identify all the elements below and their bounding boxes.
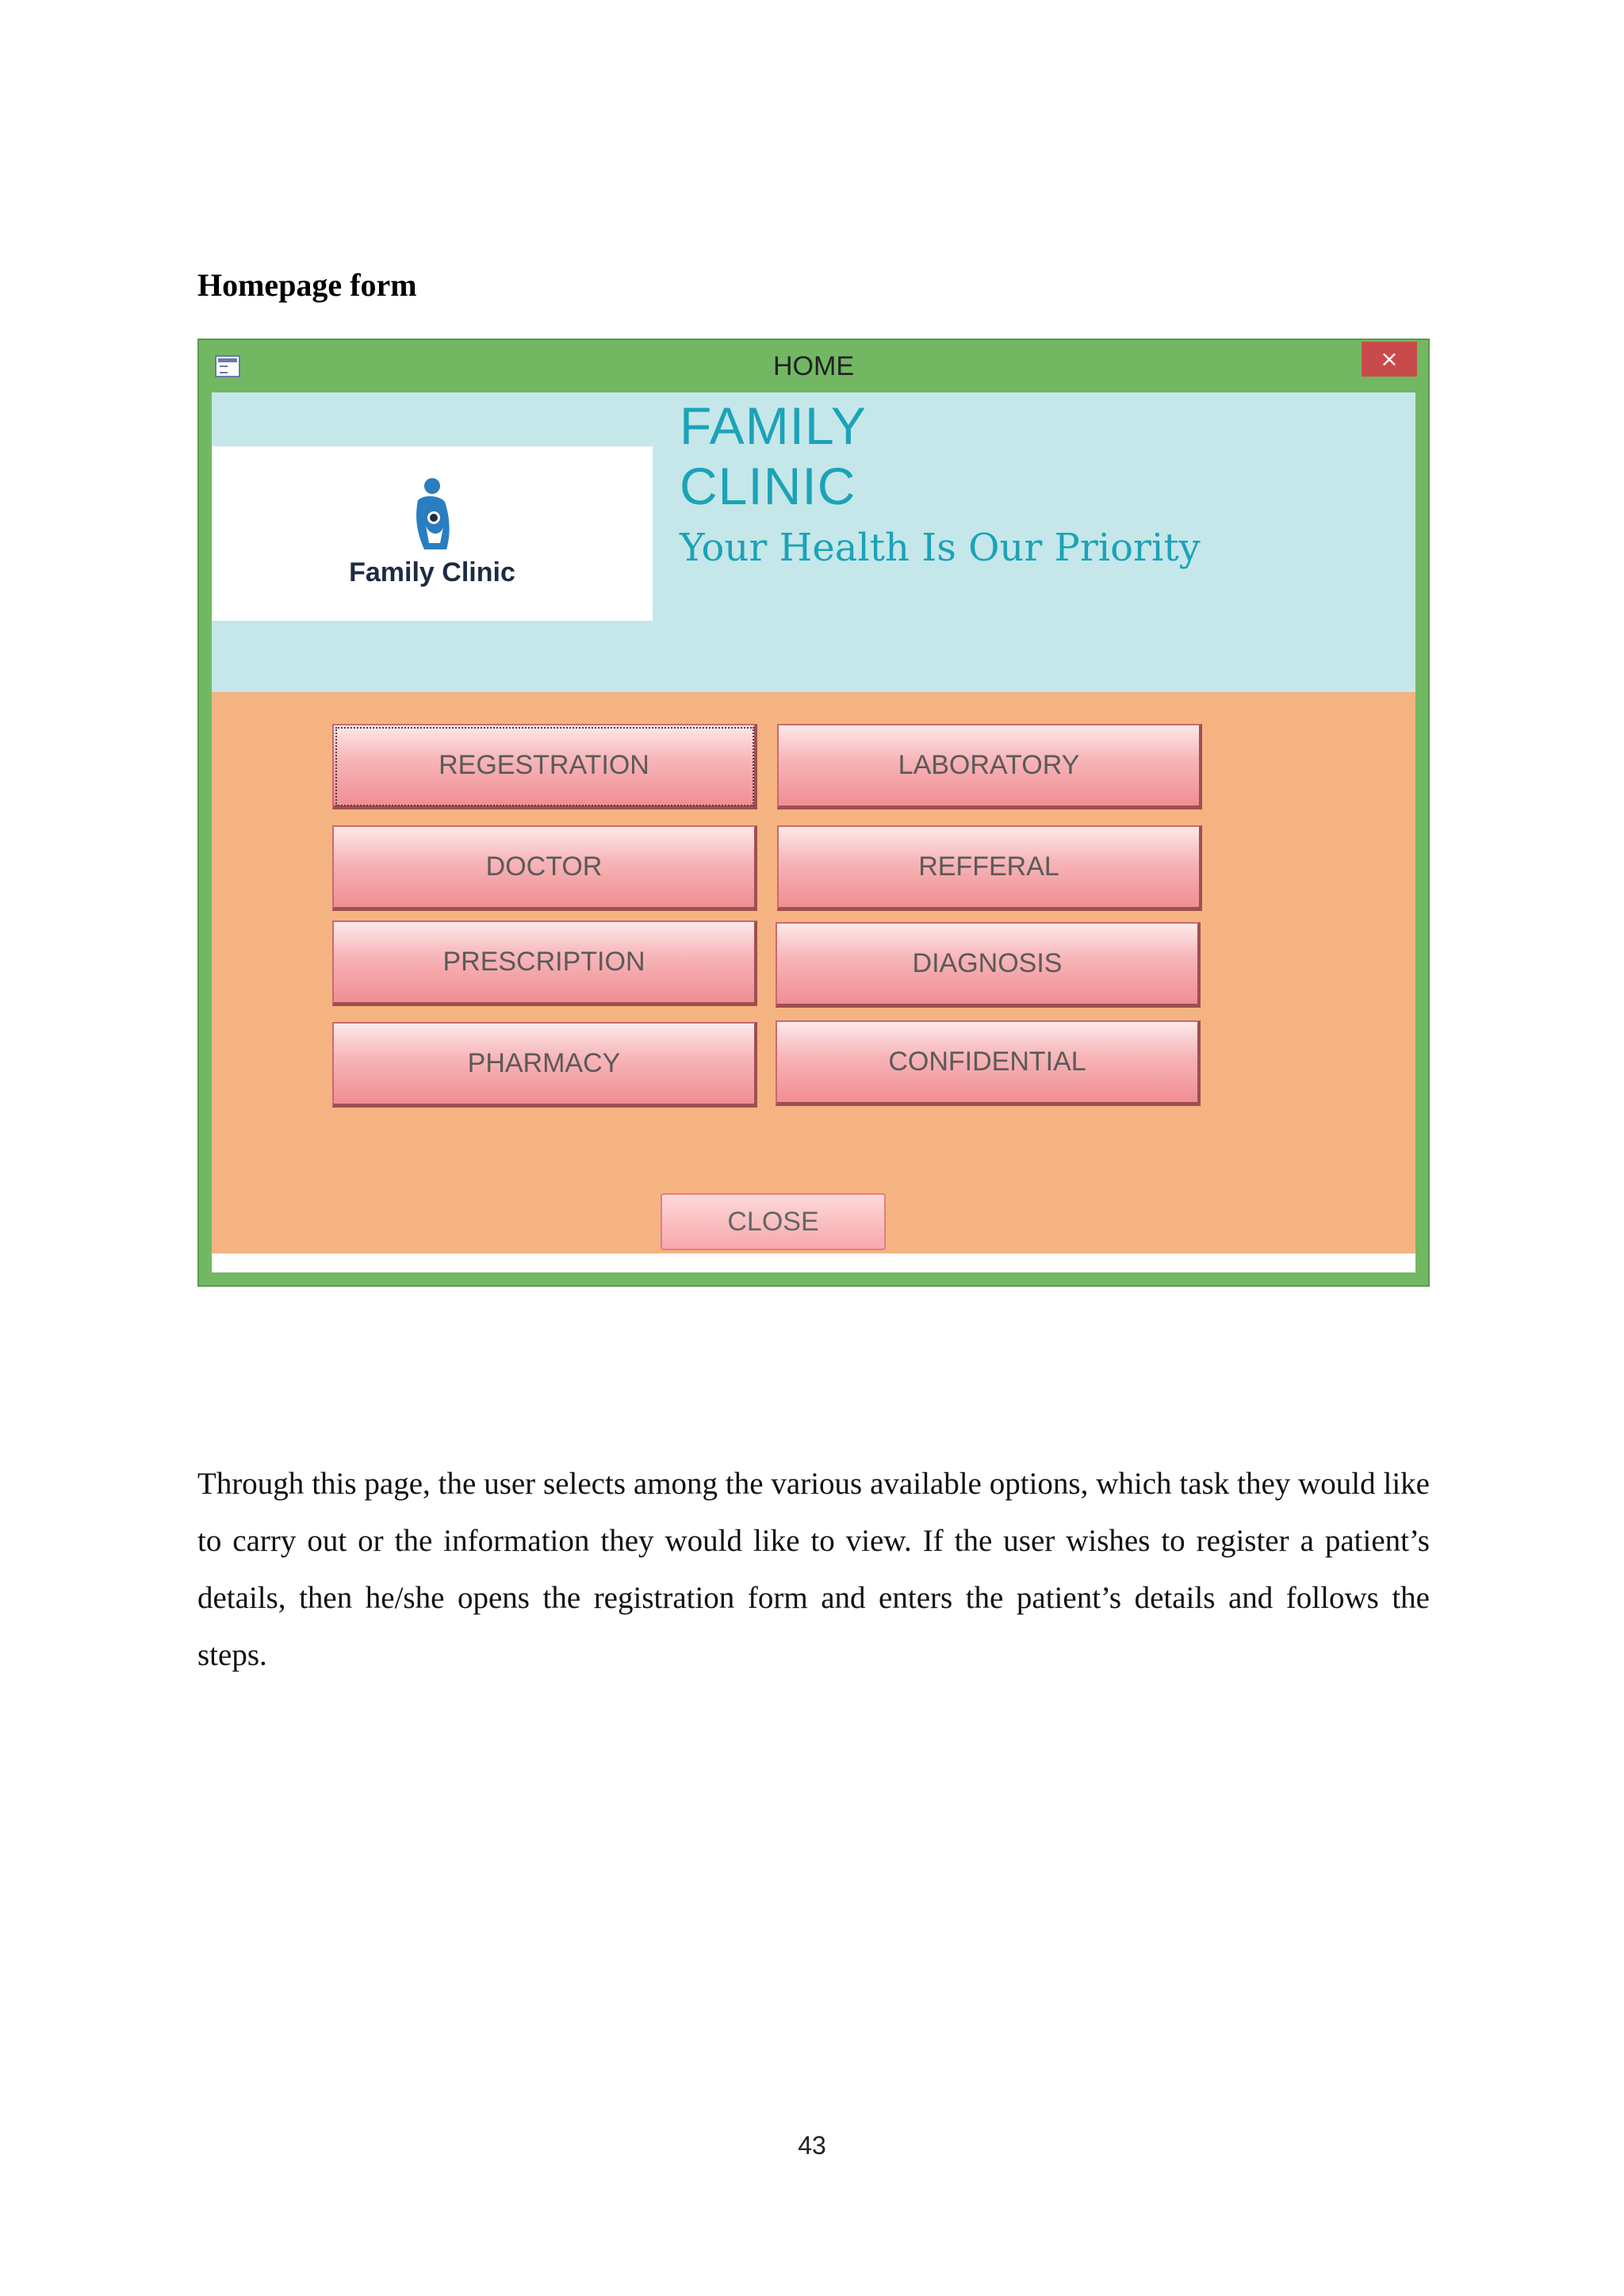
referral-button[interactable]: REFFERAL: [777, 825, 1202, 911]
form-client-area: [212, 392, 1415, 1272]
page-number: 43: [798, 2131, 826, 2160]
clinic-logo: [212, 446, 653, 621]
brand-tagline: Your Health Is Our Priority: [680, 526, 1201, 570]
prescription-button[interactable]: PRESCRIPTION: [332, 920, 757, 1006]
section-caption: Homepage form: [197, 267, 417, 303]
window-title: HOME: [773, 351, 854, 381]
window-close-button[interactable]: ×: [1362, 342, 1417, 377]
registration-button[interactable]: REGESTRATION: [332, 724, 757, 809]
close-button[interactable]: CLOSE: [661, 1193, 886, 1250]
confidential-button[interactable]: CONFIDENTIAL: [776, 1020, 1201, 1106]
diagnosis-button[interactable]: DIAGNOSIS: [776, 922, 1201, 1008]
doctor-button[interactable]: DOCTOR: [332, 825, 757, 911]
home-window: [197, 339, 1430, 1287]
description-paragraph: Through this page, the user selects among the various available options, which task they would like to carry out or the information they would like to view. If the user wishes to register a patient’s details, then he/she opens the registration form and enters the patient’s details and follows the steps.: [197, 1467, 1430, 1672]
clinic-brand: [680, 396, 1201, 580]
brand-line-2: CLINIC: [680, 457, 856, 515]
logo-text: Family Clinic: [349, 557, 515, 587]
pharmacy-button[interactable]: PHARMACY: [332, 1022, 757, 1108]
brand-line-1: FAMILY: [680, 396, 867, 455]
mother-child-icon: [400, 476, 464, 556]
form-header: [212, 392, 1415, 692]
laboratory-button[interactable]: LABORATORY: [777, 724, 1202, 809]
title-bar[interactable]: [199, 340, 1428, 392]
